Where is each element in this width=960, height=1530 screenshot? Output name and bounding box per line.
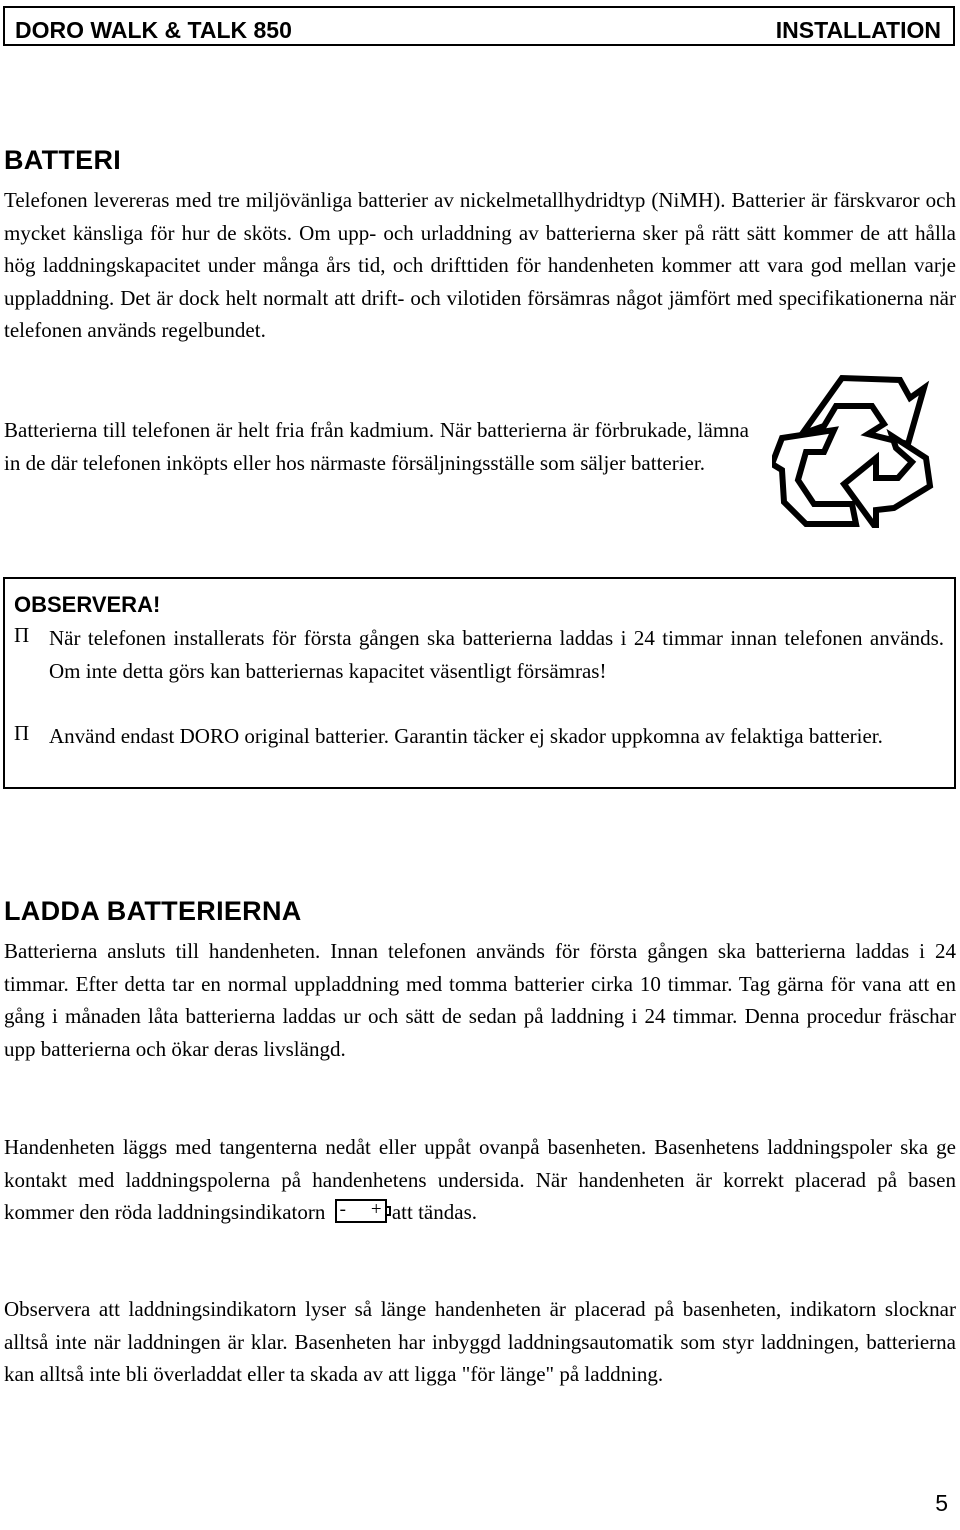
bullet-icon: Π [14, 721, 30, 745]
ladda-paragraph-2-text: Handenheten läggs med tangenterna nedåt eller uppåt ovanpå basenheten. Basenhetens laddningspoler ska ge kontakt med laddningspolerna på handenhetens undersida. När handenheten är korrekt placerad på basen kommer den röda laddningsindikatorn [4, 1135, 956, 1224]
header-title: DORO WALK & TALK 850 [15, 17, 292, 43]
indicator-minus: - [339, 1199, 346, 1220]
charge-indicator-icon [335, 1199, 387, 1223]
indicator-plus: + [370, 1199, 382, 1220]
section-title-batteri: BATTERI [4, 145, 122, 175]
page-header [3, 6, 955, 46]
ladda-paragraph-2-end: att tändas. [391, 1200, 477, 1224]
batteri-paragraph-1: Telefonen levereras med tre miljövänliga batterier av nickelmetallhydridtyp (NiMH). Batterier är färskvaror och mycket känsliga för hur de sköts. Om upp- och urladdning av batterierna sker på rätt sätt kommer de att hålla hög laddningskapacitet under många års tid, och drifttiden för handenheten kommer att vara god mellan varje uppladdning. Det är dock helt normalt att drift- och vilotiden försämras något jämfört med specifikationerna när telefonen används regelbundet. [4, 188, 956, 342]
ladda-paragraph-1: Batterierna ansluts till handenheten. Innan telefonen används för första gången ska batterierna laddas i 24 timmar. Efter detta tar en normal uppladdning med tomma batterier cirka 10 timmar. Tag gärna för vana att en gång i månaden låta batterierna laddas ur och sätt de sedan på laddning i 24 timmar. Denna procedur fräschar upp batterierna och ökar deras livslängd. [4, 939, 956, 1061]
page-number: 5 [935, 1490, 948, 1516]
observera-item-2: Använd endast DORO original batterier. Garantin täcker ej skador uppkomna av felaktiga batterier. [49, 724, 883, 748]
observera-box [3, 577, 956, 789]
batteri-paragraph-2: Batterierna till telefonen är helt fria från kadmium. När batterierna är förbrukade, lämna in de där telefonen inköpts eller hos närmaste försäljningsställe som säljer batterier. [4, 418, 749, 475]
section-title-ladda: LADDA BATTERIERNA [4, 896, 302, 926]
recycle-icon [772, 372, 938, 528]
indicator-terminal [387, 1206, 391, 1216]
observera-item-1: När telefonen installerats för första gången ska batterierna laddas i 24 timmar innan telefonen används. Om inte detta görs kan batteriernas kapacitet väsentligt försämras! [49, 626, 944, 683]
bullet-icon: Π [14, 623, 30, 647]
observera-title: OBSERVERA! [14, 592, 161, 617]
ladda-paragraph-2 [4, 1131, 956, 1229]
ladda-paragraph-3: Observera att laddningsindikatorn lyser så länge handenheten är placerad på basenheten, indikatorn slocknar alltså inte när laddningen är klar. Basenheten har inbyggd laddningsautomatik som styr laddningen, batterierna kan alltså inte bli överladdat eller ta skada av att ligga "för länge" på laddning. [4, 1297, 956, 1386]
header-section: INSTALLATION [775, 17, 941, 43]
